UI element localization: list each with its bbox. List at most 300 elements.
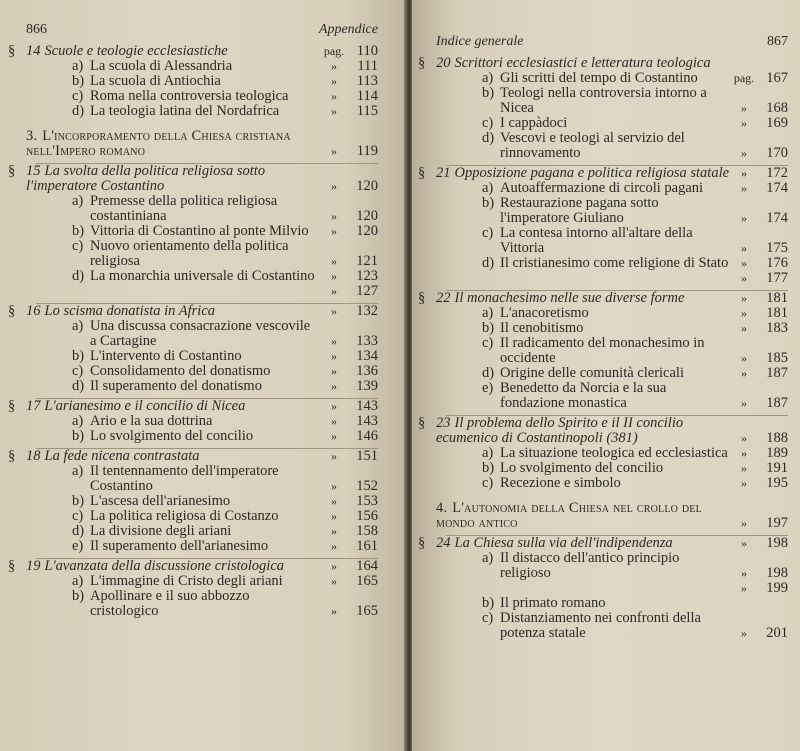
entry-label xyxy=(418,165,730,181)
page-ref: 139 xyxy=(356,378,378,394)
section-number: 22 xyxy=(436,290,451,306)
toc-entry xyxy=(436,86,788,116)
subsection-title: Il primato romano xyxy=(500,595,606,611)
subsection-letter: b) xyxy=(72,73,85,89)
subsection-title: Apollinare e il suo abbozzo cristologico xyxy=(90,588,250,619)
entry-label xyxy=(8,398,320,414)
subsection-title: Il tentennamento dell'imperatore Costantino xyxy=(90,463,279,494)
section-symbol: § xyxy=(8,43,16,59)
entry-label xyxy=(436,256,730,271)
page-ref: 136 xyxy=(356,363,378,379)
page-ref: 120 xyxy=(356,223,378,239)
entry-label xyxy=(26,524,320,539)
subsection-title: Nuovo orientamento della politica religiosa xyxy=(90,238,289,269)
subsection-title: Vescovi e teologi al servizio del rinnovamento xyxy=(500,130,685,161)
subsection-title: La politica religiosa di Costanzo xyxy=(90,508,279,524)
section-symbol: § xyxy=(418,415,426,431)
page-marker: » xyxy=(331,399,337,413)
subsection-letter: a) xyxy=(482,445,494,461)
subsection-title: Il radicamento del monachesimo in occidente xyxy=(500,335,705,366)
toc-entry xyxy=(436,611,788,641)
toc-entry xyxy=(436,461,788,476)
subsection-letter: a) xyxy=(72,193,84,209)
section-symbol: § xyxy=(418,165,426,181)
page-marker: pag. xyxy=(733,71,755,85)
subsection-letter: d) xyxy=(72,378,85,394)
entry-label xyxy=(26,414,320,429)
page-marker: » xyxy=(331,559,337,573)
page-ref: 134 xyxy=(356,348,378,364)
page-marker: » xyxy=(331,209,337,223)
entry-label xyxy=(436,366,730,381)
subsection-letter: d) xyxy=(482,255,495,271)
page-marker: » xyxy=(741,291,747,305)
entry-label xyxy=(436,116,730,131)
section-symbol: § xyxy=(8,163,16,179)
page-ref: 169 xyxy=(766,115,788,131)
subsection-title: L'anacoretismo xyxy=(500,305,589,321)
page-marker: » xyxy=(741,211,747,225)
section-number: 14 xyxy=(26,43,41,59)
toc-entry xyxy=(26,589,378,619)
entry-label xyxy=(26,319,320,349)
page-ref: 153 xyxy=(356,493,378,509)
section-number: 15 xyxy=(26,163,41,179)
page-marker: » xyxy=(741,351,747,365)
running-header-left xyxy=(26,22,378,38)
toc-entry xyxy=(26,494,378,509)
page-ref: 167 xyxy=(766,70,788,86)
toc-entry xyxy=(436,446,788,461)
section-title: Lo scisma donatista in Africa xyxy=(44,303,216,319)
page-marker: » xyxy=(741,306,747,320)
entry-label xyxy=(26,129,320,159)
section-title: La fede nicena contrastata xyxy=(44,448,200,464)
page-marker: » xyxy=(331,494,337,508)
toc-entry xyxy=(8,558,378,574)
page-ref: 164 xyxy=(356,558,378,574)
subsection-letter: d) xyxy=(482,130,495,146)
toc-entry xyxy=(26,429,378,444)
entry-label xyxy=(26,364,320,379)
toc-entry xyxy=(418,290,788,306)
page-marker: » xyxy=(741,271,747,285)
section-number: 24 xyxy=(436,535,451,551)
entry-label xyxy=(418,55,730,71)
subsection-letter: c) xyxy=(482,335,494,351)
page-marker: » xyxy=(741,446,747,460)
page-marker: » xyxy=(741,146,747,160)
subsection-letter: d) xyxy=(72,523,85,539)
subsection-title: Gli scritti del tempo di Costantino xyxy=(500,70,698,86)
subsection-title: La teologia latina del Nordafrica xyxy=(90,103,280,119)
subsection-title: Il distacco dell'antico principio religioso xyxy=(500,550,680,581)
entry-label xyxy=(26,269,320,284)
toc-entry xyxy=(418,535,788,551)
toc-entry xyxy=(436,581,788,596)
toc-entry xyxy=(436,476,788,491)
toc-entry xyxy=(8,163,378,194)
entry-label xyxy=(26,589,320,619)
subsection-letter: d) xyxy=(72,268,85,284)
toc-entry xyxy=(26,574,378,589)
toc-entry xyxy=(26,224,378,239)
subsection-letter: b) xyxy=(482,320,495,336)
page-marker: pag. xyxy=(323,44,345,58)
page-ref: 113 xyxy=(356,73,378,89)
page-ref: 120 xyxy=(356,208,378,224)
subsection-title: I cappàdoci xyxy=(500,115,568,131)
entry-label xyxy=(436,226,730,256)
subsection-title: La monarchia universale di Costantino xyxy=(90,268,315,284)
entry-label xyxy=(436,381,730,411)
section-title: Scrittori ecclesiastici e letteratura teologica xyxy=(454,55,711,71)
chapter-title: L'incorporamento della Chiesa cristiana nell'Impero romano xyxy=(26,128,291,159)
subsection-letter: c) xyxy=(482,115,494,131)
running-head-title: Appendice xyxy=(318,22,378,37)
entry-label xyxy=(26,194,320,224)
entry-label xyxy=(8,303,320,319)
page-marker: » xyxy=(741,101,747,115)
page-marker: » xyxy=(741,536,747,550)
subsection-title: Vittoria di Costantino al ponte Milvio xyxy=(90,223,309,239)
chapter-number: 3. xyxy=(26,128,38,144)
entry-label xyxy=(418,290,730,306)
subsection-letter: a) xyxy=(482,180,494,196)
section-number: 18 xyxy=(26,448,41,464)
page-ref: 175 xyxy=(766,240,788,256)
subsection-letter: a) xyxy=(72,58,84,74)
subsection-letter: c) xyxy=(72,238,84,254)
toc-entry xyxy=(436,306,788,321)
toc-entry xyxy=(436,271,788,286)
entry-label xyxy=(436,71,730,86)
subsection-letter: e) xyxy=(482,380,494,396)
page-marker: » xyxy=(331,574,337,588)
page-marker: » xyxy=(741,626,747,640)
subsection-title: La scuola di Alessandria xyxy=(90,58,233,74)
page-ref: 174 xyxy=(766,180,788,196)
page-marker: » xyxy=(741,566,747,580)
subsection-letter: b) xyxy=(482,595,495,611)
subsection-letter: b) xyxy=(72,588,85,604)
page-ref: 168 xyxy=(766,100,788,116)
toc-entry xyxy=(418,165,788,181)
section-symbol: § xyxy=(418,290,426,306)
page-marker: » xyxy=(331,59,337,73)
page-ref: 115 xyxy=(356,103,378,119)
entry-label xyxy=(26,239,320,269)
section-number: 21 xyxy=(436,165,451,181)
toc-entry xyxy=(436,116,788,131)
toc-entry xyxy=(436,366,788,381)
subsection-title: Distanziamento nei confronti della potenza statale xyxy=(500,610,701,641)
subsection-letter: c) xyxy=(72,363,84,379)
page-marker: » xyxy=(741,181,747,195)
entry-label xyxy=(8,163,320,194)
toc-entry xyxy=(436,596,788,611)
toc-entry xyxy=(26,269,378,284)
page-ref: 198 xyxy=(766,535,788,551)
subsection-title: Restaurazione pagana sotto l'imperatore Giuliano xyxy=(500,195,659,226)
subsection-title: Teologi nella controversia intorno a Nicea xyxy=(500,85,707,116)
page-ref: 176 xyxy=(766,255,788,271)
subsection-title: Il cenobitismo xyxy=(500,320,584,336)
page-number: 866 xyxy=(26,22,47,37)
page-ref: 114 xyxy=(356,88,378,104)
page-marker: » xyxy=(331,304,337,318)
page-ref: 185 xyxy=(766,350,788,366)
entry-label xyxy=(418,415,730,446)
subsection-title: La situazione teologica ed ecclesiastica xyxy=(500,445,728,461)
section-number: 16 xyxy=(26,303,41,319)
section-symbol: § xyxy=(8,448,16,464)
subsection-letter: d) xyxy=(72,103,85,119)
page-marker: » xyxy=(331,524,337,538)
section-symbol: § xyxy=(8,303,16,319)
page-marker: » xyxy=(331,449,337,463)
page-ref: 123 xyxy=(356,268,378,284)
subsection-letter: c) xyxy=(72,88,84,104)
entry-label xyxy=(436,501,730,531)
page-marker: » xyxy=(331,144,337,158)
toc-entry xyxy=(418,415,788,446)
page-marker: » xyxy=(331,364,337,378)
toc-entry xyxy=(436,321,788,336)
page-ref: 187 xyxy=(766,365,788,381)
page-ref: 195 xyxy=(766,475,788,491)
entry-label xyxy=(26,89,320,104)
section-title: La Chiesa sulla via dell'indipendenza xyxy=(454,535,673,551)
toc-entry xyxy=(8,398,378,414)
entry-label xyxy=(26,349,320,364)
page-marker: » xyxy=(331,349,337,363)
entry-label xyxy=(26,494,320,509)
toc-entry xyxy=(436,226,788,256)
subsection-letter: b) xyxy=(482,460,495,476)
toc-entry xyxy=(8,43,378,59)
subsection-letter: b) xyxy=(72,493,85,509)
subsection-letter: a) xyxy=(482,70,494,86)
toc-entry xyxy=(26,319,378,349)
toc-entry xyxy=(436,71,788,86)
section-symbol: § xyxy=(8,558,16,574)
page-marker: » xyxy=(331,334,337,348)
toc-entry xyxy=(26,414,378,429)
toc-entry xyxy=(436,256,788,271)
subsection-title: L'immagine di Cristo degli ariani xyxy=(90,573,283,589)
page-ref: 156 xyxy=(356,508,378,524)
page-ref: 181 xyxy=(766,305,788,321)
subsection-title: Il superamento del donatismo xyxy=(90,378,262,394)
page-ref: 121 xyxy=(356,253,378,269)
subsection-letter: b) xyxy=(72,348,85,364)
entry-label xyxy=(26,539,320,554)
entry-label xyxy=(418,535,730,551)
subsection-title: Benedetto da Norcia e la sua fondazione monastica xyxy=(500,380,667,411)
page-ref: 187 xyxy=(766,395,788,411)
entry-label xyxy=(26,509,320,524)
toc-entry xyxy=(436,336,788,366)
entry-label xyxy=(436,131,730,161)
toc-entry xyxy=(26,464,378,494)
page-ref: 189 xyxy=(766,445,788,461)
section-title: L'avanzata della discussione cristologica xyxy=(44,558,285,574)
page-ref: 197 xyxy=(766,515,788,531)
entry-label xyxy=(26,224,320,239)
section-number: 20 xyxy=(436,55,451,71)
page-ref: 165 xyxy=(356,603,378,619)
entry-label xyxy=(436,86,730,116)
page-marker: » xyxy=(331,509,337,523)
subsection-letter: c) xyxy=(482,610,494,626)
entry-label xyxy=(436,551,730,581)
toc-entry xyxy=(26,59,378,74)
entry-label xyxy=(436,611,730,641)
toc-entry xyxy=(418,55,788,71)
toc-entry xyxy=(8,303,378,319)
page-ref: 183 xyxy=(766,320,788,336)
toc-entry xyxy=(26,364,378,379)
page-ref: 146 xyxy=(356,428,378,444)
running-head-title: Indice generale xyxy=(436,34,524,49)
subsection-letter: a) xyxy=(72,318,84,334)
entry-label xyxy=(26,574,320,589)
subsection-letter: e) xyxy=(72,538,84,554)
subsection-title: La scuola di Antiochia xyxy=(90,73,221,89)
page-ref: 174 xyxy=(766,210,788,226)
entry-label xyxy=(436,306,730,321)
entry-label xyxy=(436,461,730,476)
section-symbol: § xyxy=(8,398,16,414)
page-marker: » xyxy=(331,604,337,618)
page-marker: » xyxy=(741,581,747,595)
page-ref: 177 xyxy=(766,270,788,286)
entry-label xyxy=(26,464,320,494)
entry-label xyxy=(26,429,320,444)
subsection-title: Il superamento dell'arianesimo xyxy=(90,538,269,554)
toc-entry xyxy=(436,181,788,196)
section-title: La svolta della politica religiosa sotto l'imperatore Costantino xyxy=(26,163,266,194)
toc-entry xyxy=(436,381,788,411)
subsection-title: Autoaffermazione di circoli pagani xyxy=(500,180,704,196)
toc-entry xyxy=(26,239,378,269)
subsection-letter: c) xyxy=(72,508,84,524)
subsection-letter: a) xyxy=(482,305,494,321)
page-marker: » xyxy=(741,256,747,270)
toc-entry xyxy=(436,551,788,581)
toc-entry xyxy=(26,539,378,554)
page-ref: 165 xyxy=(356,573,378,589)
toc-entry xyxy=(26,129,378,159)
page-marker: » xyxy=(331,104,337,118)
subsection-title: Ario e la sua dottrina xyxy=(90,413,213,429)
page-ref: 111 xyxy=(357,58,378,74)
subsection-letter: c) xyxy=(482,225,494,241)
page-marker: » xyxy=(331,254,337,268)
page-number: 867 xyxy=(767,34,788,49)
running-header-right xyxy=(436,34,788,50)
subsection-title: La divisione degli ariani xyxy=(90,523,232,539)
page-ref: 199 xyxy=(766,580,788,596)
page-marker: » xyxy=(331,89,337,103)
section-number: 23 xyxy=(436,415,451,431)
page-ref: 119 xyxy=(356,143,378,159)
subsection-letter: a) xyxy=(72,573,84,589)
subsection-letter: d) xyxy=(482,365,495,381)
page-marker: » xyxy=(331,414,337,428)
subsection-title: L'intervento di Costantino xyxy=(90,348,242,364)
entry-label xyxy=(436,596,730,611)
page-marker: » xyxy=(331,539,337,553)
chapter-title: L'autonomia della Chiesa nel crollo del mondo antico xyxy=(436,500,702,531)
page-marker: » xyxy=(331,269,337,283)
page-marker: » xyxy=(741,366,747,380)
page-marker: » xyxy=(331,74,337,88)
subsection-title: L'ascesa dell'arianesimo xyxy=(90,493,231,509)
subsection-letter: b) xyxy=(482,195,495,211)
subsection-title: La contesa intorno all'altare della Vittoria xyxy=(500,225,693,256)
subsection-letter: a) xyxy=(72,463,84,479)
chapter-number: 4. xyxy=(436,500,448,516)
toc-entry xyxy=(436,501,788,531)
page-marker: » xyxy=(741,431,747,445)
entry-label xyxy=(436,446,730,461)
page-ref: 158 xyxy=(356,523,378,539)
page-marker: » xyxy=(331,379,337,393)
toc-entry xyxy=(8,448,378,464)
page-marker: » xyxy=(331,284,337,298)
section-symbol: § xyxy=(418,535,426,551)
page-ref: 127 xyxy=(356,283,378,299)
entry-label xyxy=(436,181,730,196)
page-ref: 201 xyxy=(766,625,788,641)
toc-entry xyxy=(436,196,788,226)
subsection-title: Roma nella controversia teologica xyxy=(90,88,289,104)
subsection-title: Il cristianesimo come religione di Stato xyxy=(500,255,729,271)
subsection-letter: b) xyxy=(72,223,85,239)
page-ref: 170 xyxy=(766,145,788,161)
toc-entry xyxy=(26,284,378,299)
page-marker: » xyxy=(741,241,747,255)
page-ref: 120 xyxy=(356,178,378,194)
page-ref: 152 xyxy=(356,478,378,494)
right-page xyxy=(412,0,800,751)
page-ref: 188 xyxy=(766,430,788,446)
page-ref: 132 xyxy=(356,303,378,319)
entry-label xyxy=(436,196,730,226)
subsection-title: Lo svolgimento del concilio xyxy=(90,428,254,444)
page-ref: 143 xyxy=(356,413,378,429)
toc-entry xyxy=(26,74,378,89)
toc-entry xyxy=(26,194,378,224)
page-marker: » xyxy=(741,396,747,410)
entry-label xyxy=(436,336,730,366)
entry-label xyxy=(8,448,320,464)
page-marker: » xyxy=(331,429,337,443)
page-marker: » xyxy=(741,116,747,130)
toc-entry xyxy=(26,89,378,104)
section-title: Opposizione pagana e politica religiosa statale xyxy=(454,165,730,181)
subsection-letter: b) xyxy=(72,428,85,444)
page-marker: » xyxy=(741,321,747,335)
toc-entry xyxy=(26,379,378,394)
section-number: 17 xyxy=(26,398,41,414)
page-marker: » xyxy=(741,476,747,490)
subsection-title: Premesse della politica religiosa costantiniana xyxy=(90,193,278,224)
entry-label xyxy=(436,476,730,491)
entry-label xyxy=(26,379,320,394)
